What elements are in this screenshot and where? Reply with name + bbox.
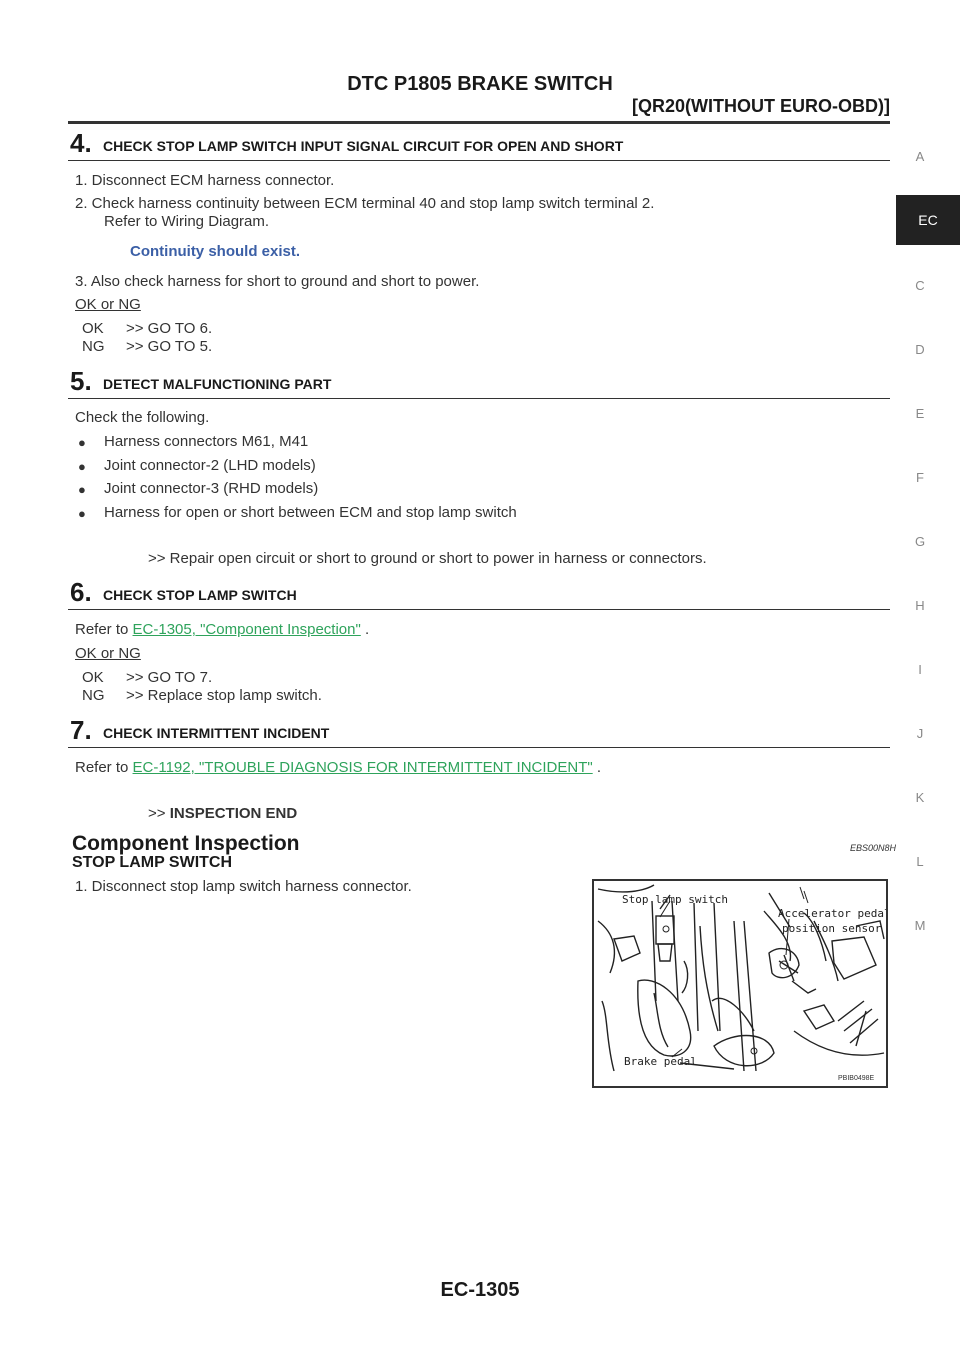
step5-title: DETECT MALFUNCTIONING PART bbox=[103, 376, 332, 392]
side-tab-c[interactable]: C bbox=[915, 278, 925, 293]
step6-title: CHECK STOP LAMP SWITCH bbox=[103, 587, 297, 603]
step7-end-text: INSPECTION END bbox=[169, 805, 298, 822]
step5-intro: Check the following. bbox=[75, 409, 210, 426]
figure-label-sensor-line1: Accelerator pedal bbox=[778, 907, 886, 920]
step6-ng-result: >> Replace stop lamp switch. bbox=[126, 687, 322, 704]
side-tab-g[interactable]: G bbox=[914, 534, 926, 549]
step6-okng: OK or NG bbox=[75, 645, 141, 662]
side-tab-a[interactable]: A bbox=[915, 149, 925, 164]
step6-rule bbox=[68, 609, 890, 610]
step7-refer bbox=[75, 759, 601, 776]
step4-title: CHECK STOP LAMP SWITCH INPUT SIGNAL CIRCUIT FOR OPEN AND SHORT bbox=[103, 138, 624, 154]
side-tab-j[interactable]: J bbox=[916, 726, 924, 741]
side-tab-h[interactable]: H bbox=[915, 598, 925, 613]
figure-code: PBIB0498E bbox=[838, 1075, 875, 1082]
stop-lamp-switch-illustration bbox=[594, 881, 886, 1086]
side-tab-d[interactable]: D bbox=[915, 342, 925, 357]
component-inspection-title: Component Inspection bbox=[72, 832, 300, 855]
step4-ng-result: >> GO TO 5. bbox=[126, 338, 213, 355]
figure-label-brake-pedal: Brake pedal bbox=[624, 1055, 697, 1068]
step6-number: 6. bbox=[70, 577, 92, 607]
step6-refer bbox=[75, 621, 369, 638]
step4-item-2-refer: Refer to Wiring Diagram. bbox=[104, 213, 270, 230]
step5-rule bbox=[68, 398, 890, 399]
side-tab-k[interactable]: K bbox=[915, 790, 925, 805]
step4-okng: OK or NG bbox=[75, 296, 141, 313]
side-tab-m[interactable]: M bbox=[914, 918, 926, 933]
step4-ng-label: NG bbox=[82, 338, 105, 355]
component-subtitle: STOP LAMP SWITCH bbox=[72, 854, 233, 871]
step5-bullet-2: Joint connector-2 (LHD models) bbox=[104, 457, 316, 474]
header-rule bbox=[68, 121, 890, 124]
page-number: EC-1305 bbox=[440, 1279, 520, 1301]
step5-number: 5. bbox=[70, 366, 92, 396]
step5-action: >> Repair open circuit or short to ground or short to power in harness or connectors. bbox=[148, 550, 707, 567]
step5-bullet-4: Harness for open or short between ECM and stop lamp switch bbox=[104, 504, 517, 521]
stop-lamp-switch-figure bbox=[592, 879, 888, 1088]
step4-item-3: 3. Also check harness for short to ground and short to power. bbox=[75, 273, 480, 290]
step4-rule bbox=[68, 160, 890, 161]
bullet-icon: ● bbox=[78, 506, 86, 521]
step6-ok-label: OK bbox=[82, 669, 104, 686]
figure-label-sensor-line2: position sensor bbox=[782, 922, 882, 935]
side-tab-i[interactable]: I bbox=[918, 662, 922, 677]
step4-item-2: 2. Check harness continuity between ECM terminal 40 and stop lamp switch terminal 2. bbox=[75, 195, 655, 212]
step5-bullet-3: Joint connector-3 (RHD models) bbox=[104, 480, 319, 497]
step4-ok-label: OK bbox=[82, 320, 104, 337]
step6-ng-label: NG bbox=[82, 687, 105, 704]
step7-refer-link[interactable]: EC-1192, "TROUBLE DIAGNOSIS FOR INTERMITTENT INCIDENT" bbox=[132, 759, 593, 776]
side-tab-e[interactable]: E bbox=[915, 406, 925, 421]
step7-rule bbox=[68, 747, 890, 748]
step7-number: 7. bbox=[70, 715, 92, 745]
page-subtitle: [QR20(WITHOUT EURO-OBD)] bbox=[632, 96, 890, 116]
step6-ok-result: >> GO TO 7. bbox=[126, 669, 213, 686]
step4-continuity-spec: Continuity should exist. bbox=[130, 243, 301, 260]
page-title: DTC P1805 BRAKE SWITCH bbox=[347, 73, 613, 95]
side-tab-f[interactable]: F bbox=[916, 470, 924, 485]
component-code: EBS00N8H bbox=[850, 843, 897, 853]
side-tab-l[interactable]: L bbox=[916, 854, 924, 869]
step7-title: CHECK INTERMITTENT INCIDENT bbox=[103, 725, 330, 741]
step7-refer-suffix: . bbox=[592, 759, 602, 776]
step4-number: 4. bbox=[70, 128, 92, 158]
component-step-1: 1. Disconnect stop lamp switch harness connector. bbox=[75, 878, 412, 895]
step4-item-1: 1. Disconnect ECM harness connector. bbox=[75, 172, 335, 189]
step7-refer-prefix: Refer to bbox=[75, 759, 133, 776]
step4-ok-result: >> GO TO 6. bbox=[126, 320, 213, 337]
bullet-icon: ● bbox=[78, 459, 86, 474]
step5-bullet-1: Harness connectors M61, M41 bbox=[104, 433, 309, 450]
step7-end bbox=[148, 805, 297, 822]
step6-refer-suffix: . bbox=[360, 621, 370, 638]
step6-refer-link[interactable]: EC-1305, "Component Inspection" bbox=[132, 621, 361, 638]
step6-refer-prefix: Refer to bbox=[75, 621, 133, 638]
bullet-icon: ● bbox=[78, 482, 86, 497]
step7-end-prefix: >> bbox=[148, 805, 170, 822]
figure-label-stop-lamp-switch: Stop lamp switch bbox=[622, 893, 728, 906]
bullet-icon: ● bbox=[78, 435, 86, 450]
side-tab-ec[interactable]: EC bbox=[896, 195, 960, 245]
